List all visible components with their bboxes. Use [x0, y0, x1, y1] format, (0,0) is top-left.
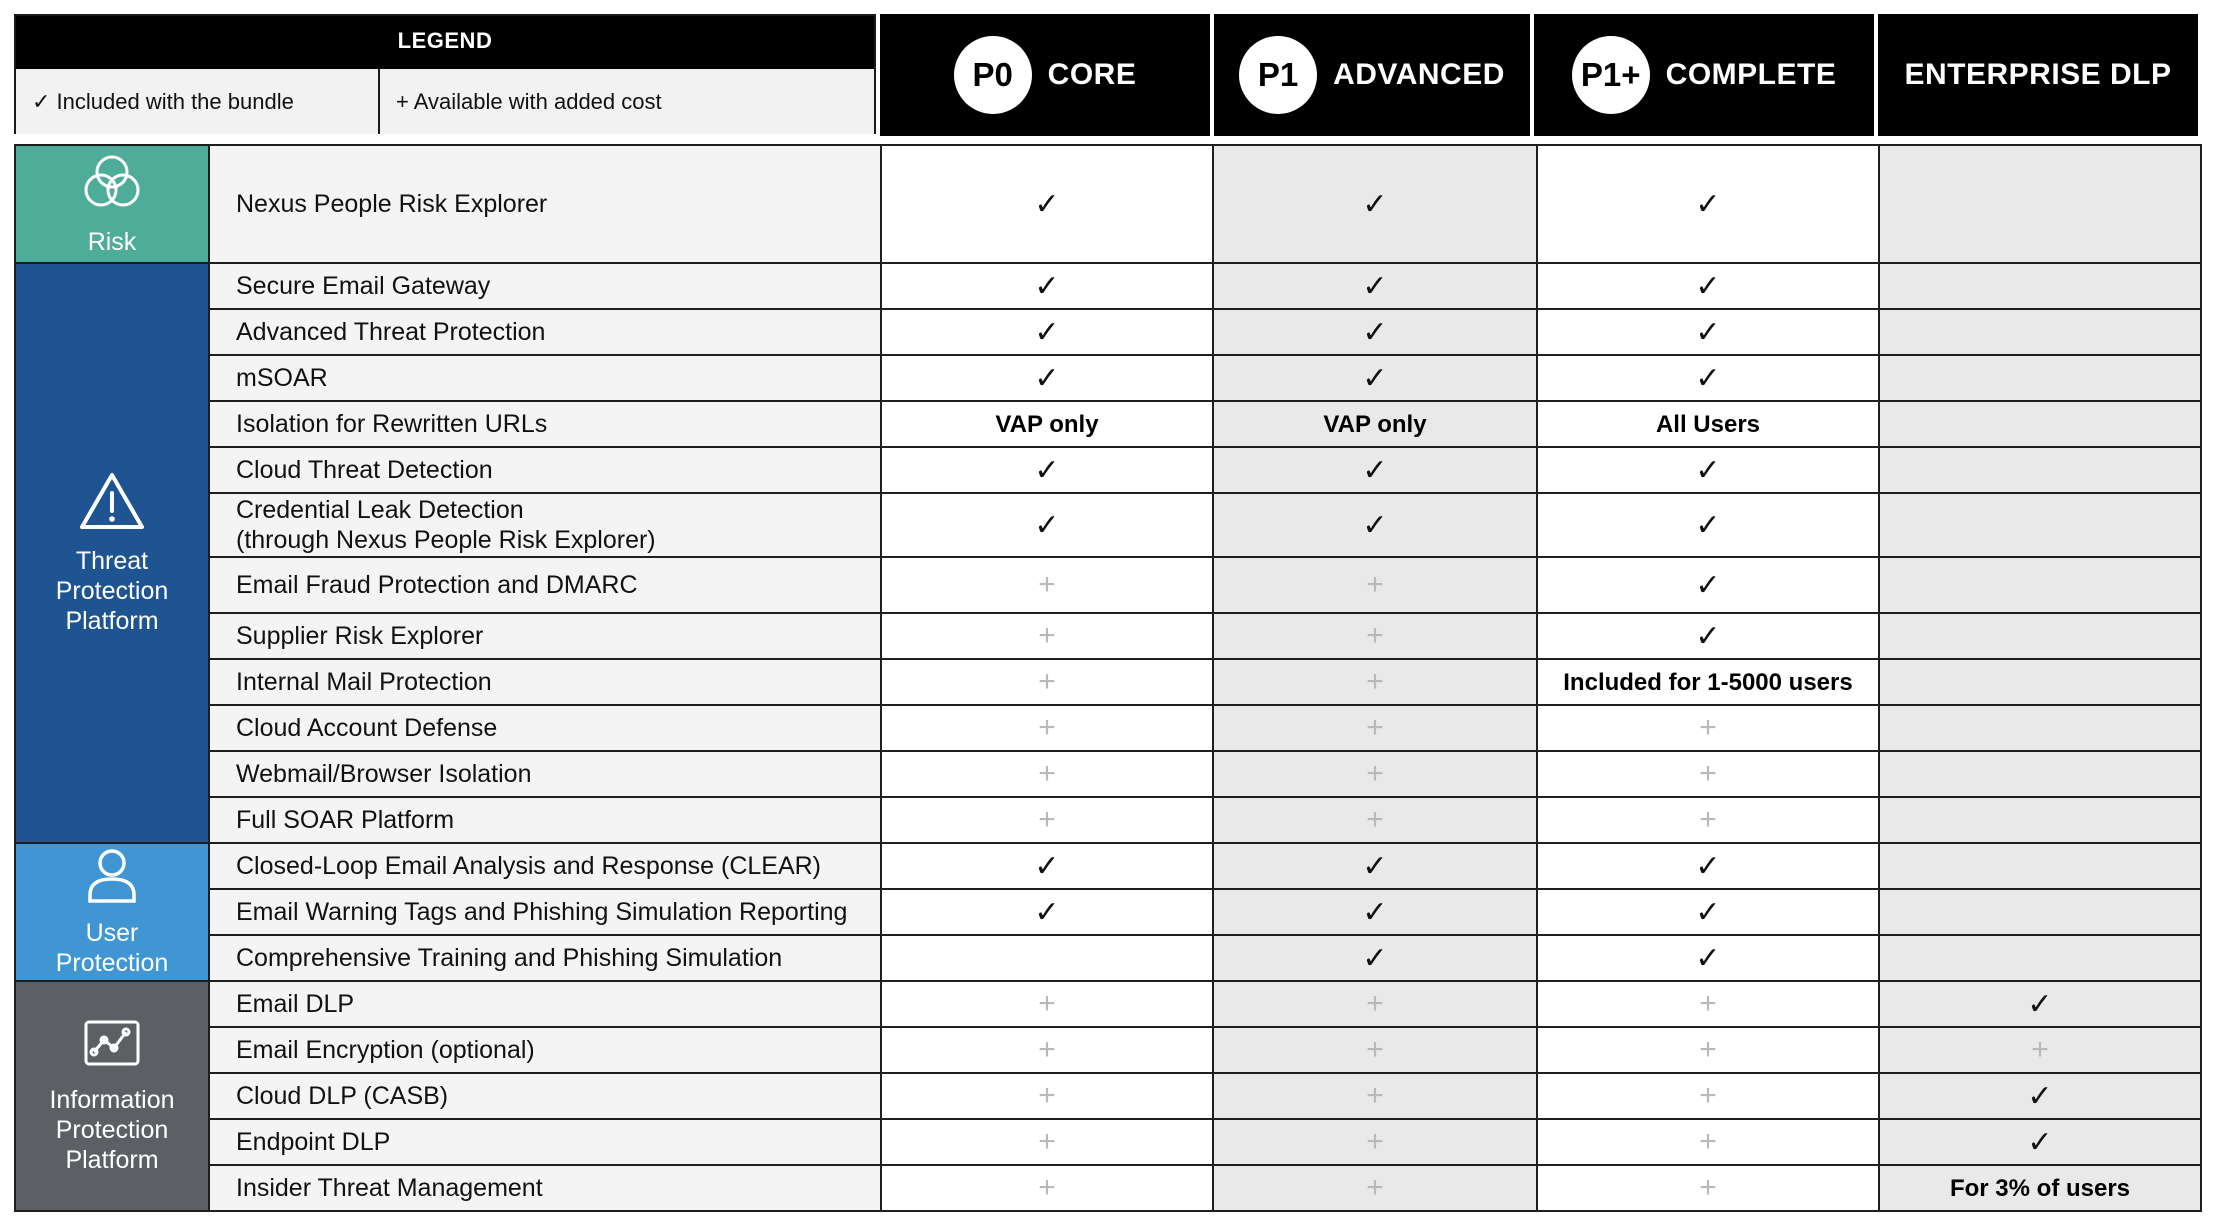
feature-name: Isolation for Rewritten URLs	[209, 401, 881, 447]
plus-icon: +	[1699, 1079, 1717, 1112]
cell-p1plus	[1537, 355, 1879, 401]
cell-p1	[1213, 705, 1537, 751]
cell-p0	[881, 1119, 1213, 1165]
table-row	[15, 1119, 2201, 1165]
cell-p0	[881, 797, 1213, 843]
cell-enterprise-dlp	[1879, 659, 2201, 705]
plus-icon: +	[1038, 568, 1056, 601]
feature-name: Comprehensive Training and Phishing Simulation	[209, 935, 881, 981]
cell-enterprise-dlp	[1879, 1165, 2201, 1211]
legend-row	[16, 69, 874, 134]
feature-name: Webmail/Browser Isolation	[209, 751, 881, 797]
table-row	[15, 557, 2201, 613]
cell-p0	[881, 355, 1213, 401]
plus-icon: +	[1366, 1079, 1384, 1112]
cell-p0	[881, 935, 1213, 981]
plus-icon: +	[1038, 987, 1056, 1020]
table-row	[15, 797, 2201, 843]
column-header-enterprise-dlp	[1878, 14, 2198, 136]
checkmark-icon: ✓	[1695, 361, 1721, 395]
legend-title: LEGEND	[16, 16, 874, 69]
plus-icon: +	[1366, 1171, 1384, 1204]
cell-enterprise-dlp	[1879, 843, 2201, 889]
checkmark-icon: ✓	[1362, 941, 1388, 975]
checkmark-icon: ✓	[1362, 269, 1388, 303]
table-row	[15, 309, 2201, 355]
cell-p0	[881, 309, 1213, 355]
cell-enterprise-dlp	[1879, 355, 2201, 401]
table-row	[15, 659, 2201, 705]
feature-name: Email Fraud Protection and DMARC	[209, 557, 881, 613]
cell-p1plus	[1537, 843, 1879, 889]
cell-p0	[881, 705, 1213, 751]
tier-label-p1: ADVANCED	[1333, 58, 1505, 91]
cell-p0	[881, 981, 1213, 1027]
plus-icon: +	[1366, 757, 1384, 790]
venn-circles-icon	[79, 152, 145, 219]
category-label: Risk	[87, 227, 137, 256]
checkmark-icon: ✓	[1362, 361, 1388, 395]
column-header-p0	[880, 14, 1210, 136]
cell-enterprise-dlp	[1879, 797, 2201, 843]
cell-p0	[881, 613, 1213, 659]
tier-label-enterprise-dlp: ENTERPRISE DLP	[1904, 58, 2172, 91]
plus-icon: +	[2031, 1033, 2049, 1066]
cell-p1plus	[1537, 1027, 1879, 1073]
cell-note: VAP only	[1323, 410, 1427, 438]
checkmark-icon: ✓	[1034, 361, 1060, 395]
table-row	[15, 751, 2201, 797]
checkmark-icon: ✓	[1362, 453, 1388, 487]
plus-icon: +	[1366, 665, 1384, 698]
cell-p1	[1213, 309, 1537, 355]
checkmark-icon: ✓	[1034, 453, 1060, 487]
category-user	[15, 843, 209, 981]
plus-icon: +	[1366, 711, 1384, 744]
feature-name: Advanced Threat Protection	[209, 309, 881, 355]
cell-p0	[881, 843, 1213, 889]
cell-p1plus	[1537, 751, 1879, 797]
cell-p0	[881, 557, 1213, 613]
cell-p1plus	[1537, 935, 1879, 981]
cell-enterprise-dlp	[1879, 889, 2201, 935]
feature-name: Email Encryption (optional)	[209, 1027, 881, 1073]
cell-p1plus	[1537, 1073, 1879, 1119]
cell-p1plus	[1537, 659, 1879, 705]
checkmark-icon: ✓	[1695, 315, 1721, 349]
feature-name: Internal Mail Protection	[209, 659, 881, 705]
checkmark-icon: ✓	[1034, 849, 1060, 883]
feature-name: Supplier Risk Explorer	[209, 613, 881, 659]
cell-enterprise-dlp	[1879, 557, 2201, 613]
feature-name: mSOAR	[209, 355, 881, 401]
user-icon	[86, 847, 138, 910]
checkmark-icon: ✓	[1695, 849, 1721, 883]
cell-p1	[1213, 889, 1537, 935]
cell-enterprise-dlp	[1879, 705, 2201, 751]
table-row	[15, 447, 2201, 493]
plus-icon: +	[1038, 1171, 1056, 1204]
cell-p1	[1213, 1119, 1537, 1165]
checkmark-icon: ✓	[1034, 508, 1060, 542]
cell-p1	[1213, 751, 1537, 797]
checkmark-icon: ✓	[1362, 187, 1388, 221]
cell-enterprise-dlp	[1879, 981, 2201, 1027]
checkmark-icon: ✓	[1034, 269, 1060, 303]
checkmark-icon: ✓	[2027, 1079, 2053, 1113]
plus-icon: +	[1038, 711, 1056, 744]
cell-p1	[1213, 557, 1537, 613]
cell-p1	[1213, 981, 1537, 1027]
cell-p1	[1213, 1073, 1537, 1119]
checkmark-icon: ✓	[1695, 568, 1721, 602]
plus-icon: +	[1699, 1033, 1717, 1066]
checkmark-icon: ✓	[1695, 508, 1721, 542]
checkmark-icon: ✓	[1362, 315, 1388, 349]
table-row	[15, 263, 2201, 309]
plus-icon: +	[1699, 987, 1717, 1020]
checkmark-icon: ✓	[1695, 187, 1721, 221]
cell-p0	[881, 145, 1213, 263]
cell-p1	[1213, 935, 1537, 981]
cell-enterprise-dlp	[1879, 1073, 2201, 1119]
cell-enterprise-dlp	[1879, 263, 2201, 309]
cell-note: VAP only	[995, 410, 1099, 438]
table-row	[15, 705, 2201, 751]
column-header-p1	[1214, 14, 1530, 136]
table-row	[15, 935, 2201, 981]
cell-p1plus	[1537, 263, 1879, 309]
plus-icon: +	[1038, 803, 1056, 836]
cell-p1plus	[1537, 613, 1879, 659]
cell-p0	[881, 263, 1213, 309]
feature-name: Endpoint DLP	[209, 1119, 881, 1165]
plus-icon: +	[1366, 568, 1384, 601]
plus-icon: +	[1699, 1125, 1717, 1158]
cell-note: Included for 1-5000 users	[1563, 668, 1853, 696]
table-row	[15, 493, 2201, 557]
feature-table	[14, 144, 2202, 1212]
cell-p0	[881, 889, 1213, 935]
cell-enterprise-dlp	[1879, 145, 2201, 263]
cell-p1	[1213, 797, 1537, 843]
feature-name: Nexus People Risk Explorer	[209, 145, 881, 263]
cell-p1plus	[1537, 557, 1879, 613]
feature-name: Email Warning Tags and Phishing Simulation Reporting	[209, 889, 881, 935]
plus-icon: +	[1699, 803, 1717, 836]
table-row	[15, 889, 2201, 935]
category-label: User Protection	[55, 918, 169, 977]
cell-note: All Users	[1655, 410, 1761, 438]
category-label: Information Protection Platform	[49, 1085, 175, 1174]
category-threat	[15, 263, 209, 843]
cell-enterprise-dlp	[1879, 1027, 2201, 1073]
plus-icon: +	[1038, 1125, 1056, 1158]
cell-enterprise-dlp	[1879, 935, 2201, 981]
cell-p1	[1213, 263, 1537, 309]
plus-icon: +	[1366, 1125, 1384, 1158]
column-header-p1plus	[1534, 14, 1874, 136]
cell-enterprise-dlp	[1879, 493, 2201, 557]
plus-icon: +	[1699, 1171, 1717, 1204]
checkmark-icon: ✓	[1695, 453, 1721, 487]
checkmark-icon: ✓	[1362, 849, 1388, 883]
cell-p1	[1213, 401, 1537, 447]
cell-p1plus	[1537, 981, 1879, 1027]
cell-p1plus	[1537, 447, 1879, 493]
warning-triangle-icon	[78, 471, 146, 538]
checkmark-icon: ✓	[1362, 508, 1388, 542]
cell-p0	[881, 659, 1213, 705]
cell-p1plus	[1537, 401, 1879, 447]
tier-badge-p1: P1	[1239, 36, 1317, 114]
cell-p1plus	[1537, 889, 1879, 935]
table-row	[15, 613, 2201, 659]
legend	[14, 14, 876, 134]
plus-icon: +	[1699, 711, 1717, 744]
plus-icon: +	[1366, 619, 1384, 652]
cell-p1plus	[1537, 797, 1879, 843]
cell-enterprise-dlp	[1879, 751, 2201, 797]
feature-name: Cloud Threat Detection	[209, 447, 881, 493]
table-row	[15, 1073, 2201, 1119]
table-row	[15, 1027, 2201, 1073]
checkmark-icon: ✓	[1695, 269, 1721, 303]
cell-p1	[1213, 613, 1537, 659]
cell-p0	[881, 751, 1213, 797]
cell-p0	[881, 1073, 1213, 1119]
tier-label-p0: CORE	[1047, 58, 1137, 91]
checkmark-icon: ✓	[1034, 187, 1060, 221]
plus-icon: +	[1699, 757, 1717, 790]
plus-icon: +	[1366, 987, 1384, 1020]
cell-p0	[881, 1027, 1213, 1073]
cell-p1plus	[1537, 1165, 1879, 1211]
checkmark-icon: ✓	[1362, 895, 1388, 929]
table-row	[15, 401, 2201, 447]
cell-enterprise-dlp	[1879, 1119, 2201, 1165]
checkmark-icon: ✓	[1695, 941, 1721, 975]
cell-p1	[1213, 659, 1537, 705]
feature-name: Full SOAR Platform	[209, 797, 881, 843]
feature-name: Credential Leak Detection (through Nexus People Risk Explorer)	[209, 493, 881, 557]
cell-p0	[881, 1165, 1213, 1211]
tier-label-p1plus: COMPLETE	[1665, 58, 1837, 91]
tier-badge-p0: P0	[954, 36, 1032, 114]
plus-icon: +	[1366, 1033, 1384, 1066]
feature-name: Insider Threat Management	[209, 1165, 881, 1211]
table-row	[15, 843, 2201, 889]
cell-p1plus	[1537, 705, 1879, 751]
cell-p1plus	[1537, 493, 1879, 557]
plus-icon: +	[1038, 1033, 1056, 1066]
feature-name: Secure Email Gateway	[209, 263, 881, 309]
plus-icon: +	[1038, 1079, 1056, 1112]
cell-p1plus	[1537, 309, 1879, 355]
category-label: Threat Protection Platform	[55, 546, 169, 635]
cell-p0	[881, 447, 1213, 493]
feature-name: Closed-Loop Email Analysis and Response (CLEAR)	[209, 843, 881, 889]
table-row	[15, 355, 2201, 401]
plus-icon: +	[1038, 757, 1056, 790]
cell-p1plus	[1537, 1119, 1879, 1165]
plus-icon: +	[1366, 803, 1384, 836]
cell-p1	[1213, 1165, 1537, 1211]
table-row	[15, 981, 2201, 1027]
cell-p1	[1213, 447, 1537, 493]
cell-enterprise-dlp	[1879, 309, 2201, 355]
checkmark-icon: ✓	[2027, 1125, 2053, 1159]
cell-p1	[1213, 493, 1537, 557]
category-info	[15, 981, 209, 1211]
analytics-chart-icon	[82, 1018, 142, 1077]
cell-enterprise-dlp	[1879, 447, 2201, 493]
cell-p1	[1213, 355, 1537, 401]
checkmark-icon: ✓	[1695, 895, 1721, 929]
cell-p1	[1213, 1027, 1537, 1073]
cell-note: For 3% of users	[1949, 1174, 2131, 1202]
feature-name: Cloud DLP (CASB)	[209, 1073, 881, 1119]
checkmark-icon: ✓	[1695, 619, 1721, 653]
cell-p1plus	[1537, 145, 1879, 263]
cell-p0	[881, 401, 1213, 447]
checkmark-icon: ✓	[1034, 895, 1060, 929]
cell-enterprise-dlp	[1879, 613, 2201, 659]
table-row	[15, 145, 2201, 263]
plus-icon: +	[1038, 619, 1056, 652]
checkmark-icon: ✓	[2027, 987, 2053, 1021]
cell-p1	[1213, 145, 1537, 263]
table-row	[15, 1165, 2201, 1211]
cell-p0	[881, 493, 1213, 557]
cell-enterprise-dlp	[1879, 401, 2201, 447]
checkmark-icon: ✓	[1034, 315, 1060, 349]
feature-name: Cloud Account Defense	[209, 705, 881, 751]
cell-p1	[1213, 843, 1537, 889]
legend-included: ✓ Included with the bundle	[16, 69, 380, 134]
legend-added-cost: + Available with added cost	[396, 88, 662, 114]
feature-name: Email DLP	[209, 981, 881, 1027]
tier-badge-p1plus: P1+	[1572, 36, 1650, 114]
category-risk	[15, 145, 209, 263]
plus-icon: +	[1038, 665, 1056, 698]
